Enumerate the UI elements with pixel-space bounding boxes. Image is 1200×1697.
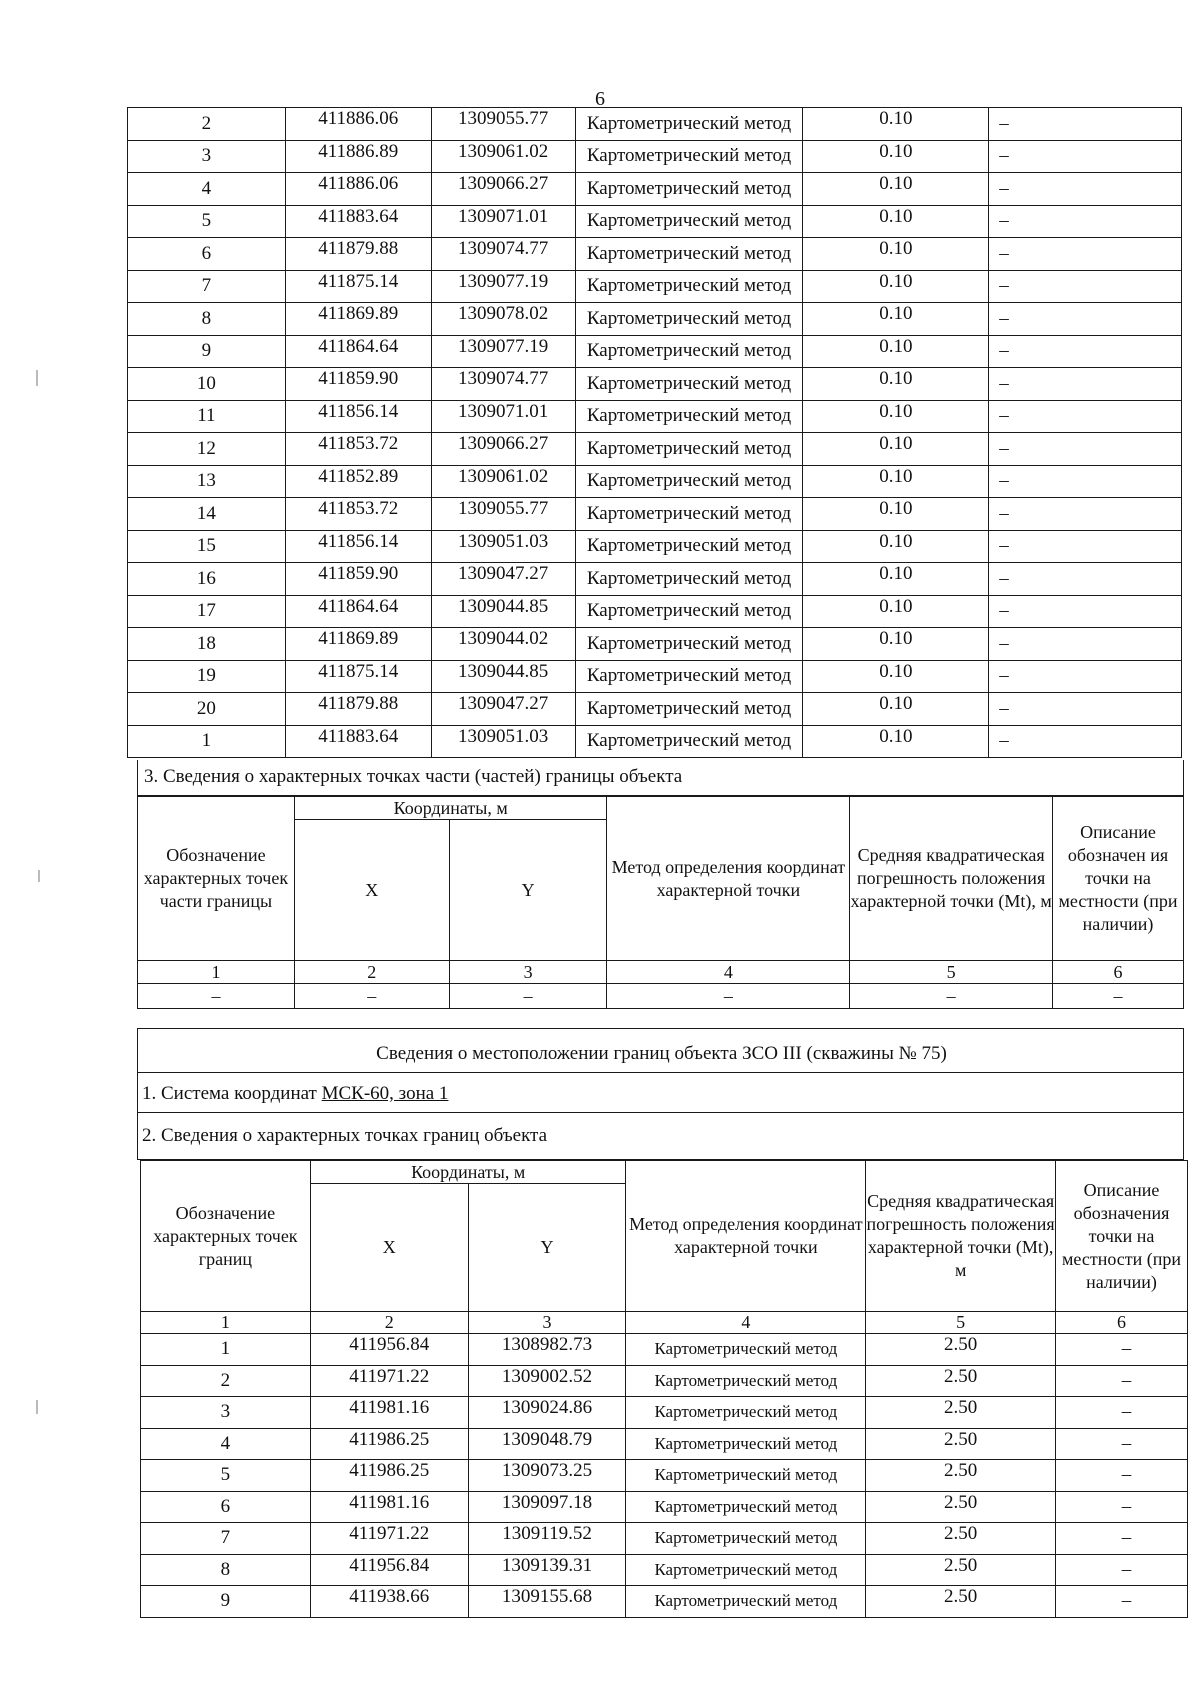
table-row: [128, 400, 1182, 433]
error-value: 2.50: [866, 1334, 1056, 1366]
method: Картометрический метод: [575, 108, 803, 141]
x-coordinate: 411879.88: [285, 693, 431, 726]
column-numbers-row: [138, 961, 1184, 984]
table-row: [128, 205, 1182, 238]
point-number: 7: [128, 270, 286, 303]
point-number: 19: [128, 660, 286, 693]
point-number: 5: [128, 205, 286, 238]
error-value: 0.10: [803, 270, 989, 303]
method: Картометрический метод: [626, 1523, 866, 1555]
zso-header-x: X: [310, 1184, 468, 1312]
column-number: 5: [850, 961, 1053, 984]
empty-cell: –: [607, 984, 850, 1009]
y-coordinate: 1309061.02: [431, 465, 575, 498]
x-coordinate: 411864.64: [285, 335, 431, 368]
y-coordinate: 1309078.02: [431, 303, 575, 336]
method: Картометрический метод: [575, 725, 803, 758]
description: –: [989, 335, 1182, 368]
table-row: [141, 1523, 1188, 1555]
description: –: [1056, 1365, 1188, 1397]
y-coordinate: 1309044.85: [431, 660, 575, 693]
header-coords: Координаты, м: [294, 797, 607, 820]
y-coordinate: 1309074.77: [431, 238, 575, 271]
point-number: 2: [141, 1365, 311, 1397]
y-coordinate: 1309097.18: [468, 1491, 626, 1523]
point-number: 18: [128, 628, 286, 661]
method: Картометрический метод: [575, 433, 803, 466]
description: –: [1056, 1491, 1188, 1523]
x-coordinate: 411956.84: [310, 1334, 468, 1366]
column-number: 2: [294, 961, 449, 984]
empty-data-row: [138, 984, 1184, 1009]
x-coordinate: 411971.22: [310, 1365, 468, 1397]
y-coordinate: 1309073.25: [468, 1460, 626, 1492]
error-value: 2.50: [866, 1365, 1056, 1397]
x-coordinate: 411869.89: [285, 303, 431, 336]
error-value: 0.10: [803, 595, 989, 628]
header-designation: Обозначение характерных точек части границы: [138, 797, 295, 961]
method: Картометрический метод: [575, 595, 803, 628]
point-number: 10: [128, 368, 286, 401]
x-coordinate: 411986.25: [310, 1460, 468, 1492]
error-value: 2.50: [866, 1397, 1056, 1429]
empty-cell: –: [138, 984, 295, 1009]
x-coordinate: 411971.22: [310, 1523, 468, 1555]
description: –: [989, 173, 1182, 206]
y-coordinate: 1309061.02: [431, 140, 575, 173]
point-number: 9: [128, 335, 286, 368]
error-value: 0.10: [803, 465, 989, 498]
error-value: 2.50: [866, 1586, 1056, 1618]
point-number: 11: [128, 400, 286, 433]
table-row: [141, 1460, 1188, 1492]
method: Картометрический метод: [626, 1428, 866, 1460]
point-number: 1: [128, 725, 286, 758]
table-row: [141, 1428, 1188, 1460]
method: Картометрический метод: [626, 1460, 866, 1492]
x-coordinate: 411859.90: [285, 563, 431, 596]
zso-points-table: [140, 1160, 1188, 1618]
description: –: [1056, 1334, 1188, 1366]
point-number: 5: [141, 1460, 311, 1492]
header-description: Описание обозначен ия точки на местности (при наличии): [1053, 797, 1184, 961]
zso-header-designation: Обозначение характерных точек границ: [141, 1161, 311, 1312]
error-value: 0.10: [803, 660, 989, 693]
description: –: [989, 140, 1182, 173]
column-number: 2: [310, 1312, 468, 1334]
method: Картометрический метод: [575, 303, 803, 336]
zso-title-row: [137, 1028, 1184, 1073]
column-number: 3: [468, 1312, 626, 1334]
point-number: 8: [128, 303, 286, 336]
y-coordinate: 1309119.52: [468, 1523, 626, 1555]
error-value: 0.10: [803, 205, 989, 238]
y-coordinate: 1309077.19: [431, 335, 575, 368]
table-row: [128, 173, 1182, 206]
zso-points-title-row: [137, 1113, 1184, 1160]
y-coordinate: 1309051.03: [431, 725, 575, 758]
description: –: [1056, 1554, 1188, 1586]
method: Картометрический метод: [575, 173, 803, 206]
method: Картометрический метод: [575, 660, 803, 693]
method: Картометрический метод: [575, 693, 803, 726]
x-coordinate: 411879.88: [285, 238, 431, 271]
y-coordinate: 1309066.27: [431, 433, 575, 466]
table-row: [128, 465, 1182, 498]
point-number: 3: [141, 1397, 311, 1429]
y-coordinate: 1309055.77: [431, 108, 575, 141]
header-error: Средняя квадратическая погрешность положения характерной точки (Mt), м: [850, 797, 1053, 961]
table-row: [141, 1397, 1188, 1429]
point-number: 9: [141, 1586, 311, 1618]
point-number: 16: [128, 563, 286, 596]
description: –: [989, 400, 1182, 433]
error-value: 2.50: [866, 1460, 1056, 1492]
x-coordinate: 411856.14: [285, 400, 431, 433]
y-coordinate: 1309066.27: [431, 173, 575, 206]
error-value: 0.10: [803, 563, 989, 596]
method: Картометрический метод: [575, 270, 803, 303]
point-number: 13: [128, 465, 286, 498]
error-value: 0.10: [803, 725, 989, 758]
description: –: [989, 595, 1182, 628]
description: –: [1056, 1523, 1188, 1555]
error-value: 0.10: [803, 400, 989, 433]
table-row: [128, 270, 1182, 303]
point-number: 3: [128, 140, 286, 173]
x-coordinate: 411869.89: [285, 628, 431, 661]
coord-system-row: [137, 1073, 1184, 1113]
header-x: X: [294, 820, 449, 961]
error-value: 0.10: [803, 303, 989, 336]
description: –: [989, 660, 1182, 693]
x-coordinate: 411853.72: [285, 498, 431, 531]
error-value: 0.10: [803, 140, 989, 173]
table-row: [128, 498, 1182, 531]
x-coordinate: 411852.89: [285, 465, 431, 498]
zso-header-error: Средняя квадратическая погрешность положения характерной точки (Mt), м: [866, 1161, 1056, 1312]
x-coordinate: 411986.25: [310, 1428, 468, 1460]
x-coordinate: 411875.14: [285, 660, 431, 693]
x-coordinate: 411856.14: [285, 530, 431, 563]
x-coordinate: 411864.64: [285, 595, 431, 628]
table-row: [141, 1365, 1188, 1397]
table-row: [128, 238, 1182, 271]
coord-system-value: МСК-60, зона 1: [321, 1083, 449, 1104]
table-row: [128, 530, 1182, 563]
table-row: [141, 1554, 1188, 1586]
table-row: [128, 628, 1182, 661]
table-row: [128, 660, 1182, 693]
description: –: [989, 433, 1182, 466]
y-coordinate: 1309071.01: [431, 205, 575, 238]
section3-title: 3. Сведения о характерных точках части (частей) границы объекта: [144, 766, 683, 787]
error-value: 0.10: [803, 530, 989, 563]
description: –: [989, 725, 1182, 758]
column-number: 5: [866, 1312, 1056, 1334]
scan-mark: [36, 370, 38, 386]
description: –: [989, 465, 1182, 498]
empty-cell: –: [850, 984, 1053, 1009]
column-number: 4: [626, 1312, 866, 1334]
y-coordinate: 1309055.77: [431, 498, 575, 531]
description: –: [989, 205, 1182, 238]
description: –: [1056, 1586, 1188, 1618]
x-coordinate: 411875.14: [285, 270, 431, 303]
section3-title-row: [137, 760, 1184, 796]
error-value: 0.10: [803, 368, 989, 401]
zso-header-coords: Координаты, м: [310, 1161, 626, 1184]
x-coordinate: 411886.06: [285, 173, 431, 206]
y-coordinate: 1309071.01: [431, 400, 575, 433]
zso-points-body: [141, 1334, 1188, 1618]
zso-title: Сведения о местоположении границ объекта ЗСО III (скважины № 75): [376, 1043, 947, 1064]
y-coordinate: 1309048.79: [468, 1428, 626, 1460]
description: –: [989, 498, 1182, 531]
error-value: 0.10: [803, 628, 989, 661]
boundary-points-table: [127, 107, 1182, 758]
point-number: 8: [141, 1554, 311, 1586]
y-coordinate: 1308982.73: [468, 1334, 626, 1366]
x-coordinate: 411886.89: [285, 140, 431, 173]
method: Картометрический метод: [575, 400, 803, 433]
description: –: [989, 530, 1182, 563]
method: Картометрический метод: [575, 205, 803, 238]
description: –: [989, 563, 1182, 596]
error-value: 0.10: [803, 238, 989, 271]
table-row: [128, 368, 1182, 401]
error-value: 0.10: [803, 173, 989, 206]
method: Картометрический метод: [575, 563, 803, 596]
method: Картометрический метод: [575, 628, 803, 661]
table-row: [141, 1491, 1188, 1523]
method: Картометрический метод: [575, 335, 803, 368]
table-row: [128, 140, 1182, 173]
boundary-points-body: [128, 108, 1182, 758]
point-number: 12: [128, 433, 286, 466]
table-row: [128, 303, 1182, 336]
method: Картометрический метод: [626, 1397, 866, 1429]
method: Картометрический метод: [626, 1491, 866, 1523]
table-row: [128, 108, 1182, 141]
y-coordinate: 1309044.02: [431, 628, 575, 661]
description: –: [989, 108, 1182, 141]
method: Картометрический метод: [575, 465, 803, 498]
column-number: 6: [1053, 961, 1184, 984]
table-row: [128, 595, 1182, 628]
column-number: 6: [1056, 1312, 1188, 1334]
point-number: 2: [128, 108, 286, 141]
zso-points-title: 2. Сведения о характерных точках границ объекта: [142, 1125, 548, 1146]
error-value: 0.10: [803, 433, 989, 466]
header-method: Метод определения координат характерной точки: [607, 797, 850, 961]
method: Картометрический метод: [575, 140, 803, 173]
y-coordinate: 1309024.86: [468, 1397, 626, 1429]
error-value: 0.10: [803, 498, 989, 531]
x-coordinate: 411853.72: [285, 433, 431, 466]
x-coordinate: 411981.16: [310, 1491, 468, 1523]
empty-cell: –: [449, 984, 607, 1009]
point-number: 6: [128, 238, 286, 271]
y-coordinate: 1309139.31: [468, 1554, 626, 1586]
y-coordinate: 1309155.68: [468, 1586, 626, 1618]
x-coordinate: 411886.06: [285, 108, 431, 141]
description: –: [989, 270, 1182, 303]
page-number: 6: [595, 88, 605, 110]
description: –: [1056, 1428, 1188, 1460]
point-number: 20: [128, 693, 286, 726]
y-coordinate: 1309077.19: [431, 270, 575, 303]
scan-mark: [38, 870, 40, 882]
table-row: [128, 563, 1182, 596]
method: Картометрический метод: [626, 1554, 866, 1586]
error-value: 0.10: [803, 335, 989, 368]
empty-cell: –: [294, 984, 449, 1009]
method: Картометрический метод: [575, 368, 803, 401]
y-coordinate: 1309051.03: [431, 530, 575, 563]
method: Картометрический метод: [575, 238, 803, 271]
method: Картометрический метод: [626, 1586, 866, 1618]
table-row: [128, 693, 1182, 726]
point-number: 15: [128, 530, 286, 563]
point-number: 4: [141, 1428, 311, 1460]
error-value: 2.50: [866, 1428, 1056, 1460]
description: –: [989, 693, 1182, 726]
method: Картометрический метод: [626, 1334, 866, 1366]
x-coordinate: 411883.64: [285, 725, 431, 758]
point-number: 14: [128, 498, 286, 531]
zso-header-description: Описание обозначения точки на местности (при наличии): [1056, 1161, 1188, 1312]
x-coordinate: 411956.84: [310, 1554, 468, 1586]
zso-header-y: Y: [468, 1184, 626, 1312]
description: –: [989, 238, 1182, 271]
point-number: 7: [141, 1523, 311, 1555]
error-value: 0.10: [803, 693, 989, 726]
y-coordinate: 1309047.27: [431, 563, 575, 596]
table-row: [128, 433, 1182, 466]
y-coordinate: 1309044.85: [431, 595, 575, 628]
description: –: [1056, 1460, 1188, 1492]
point-number: 17: [128, 595, 286, 628]
table-row: [128, 725, 1182, 758]
zso-column-numbers-row: [141, 1312, 1188, 1334]
x-coordinate: 411981.16: [310, 1397, 468, 1429]
y-coordinate: 1309047.27: [431, 693, 575, 726]
table-row: [128, 335, 1182, 368]
method: Картометрический метод: [575, 530, 803, 563]
table-row: [141, 1586, 1188, 1618]
error-value: 2.50: [866, 1491, 1056, 1523]
x-coordinate: 411883.64: [285, 205, 431, 238]
coord-system-label: 1. Система координат: [142, 1083, 322, 1104]
coord-system: [142, 1083, 448, 1105]
scan-mark: [36, 1400, 38, 1414]
description: –: [989, 303, 1182, 336]
method: Картометрический метод: [626, 1365, 866, 1397]
x-coordinate: 411938.66: [310, 1586, 468, 1618]
point-number: 6: [141, 1491, 311, 1523]
description: –: [989, 368, 1182, 401]
y-coordinate: 1309074.77: [431, 368, 575, 401]
method: Картометрический метод: [575, 498, 803, 531]
empty-cell: –: [1053, 984, 1184, 1009]
error-value: 2.50: [866, 1523, 1056, 1555]
description: –: [1056, 1397, 1188, 1429]
header-y: Y: [449, 820, 607, 961]
error-value: 2.50: [866, 1554, 1056, 1586]
column-number: 3: [449, 961, 607, 984]
column-number: 4: [607, 961, 850, 984]
description: –: [989, 628, 1182, 661]
column-number: 1: [138, 961, 295, 984]
x-coordinate: 411859.90: [285, 368, 431, 401]
point-number: 1: [141, 1334, 311, 1366]
point-number: 4: [128, 173, 286, 206]
part-boundary-table: [137, 796, 1184, 1009]
zso-header-method: Метод определения координат характерной точки: [626, 1161, 866, 1312]
table-row: [141, 1334, 1188, 1366]
column-number: 1: [141, 1312, 311, 1334]
error-value: 0.10: [803, 108, 989, 141]
y-coordinate: 1309002.52: [468, 1365, 626, 1397]
